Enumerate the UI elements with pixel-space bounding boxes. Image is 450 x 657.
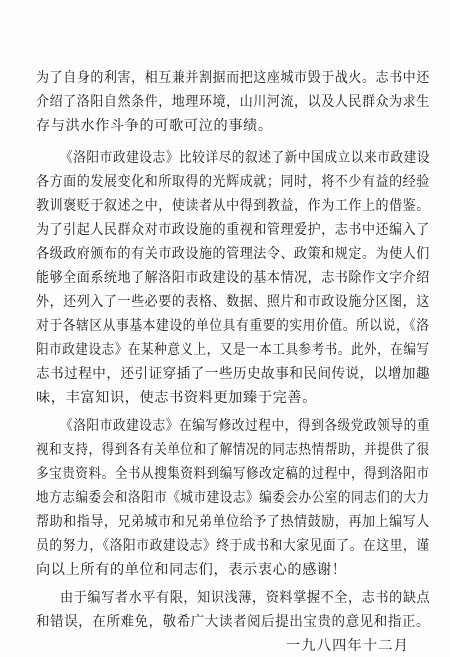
text-line: 地方志编委会和洛阳市《城市建设志》编委会办公室的同志们的大力 bbox=[36, 490, 430, 506]
text-line: 和错误，在所难免，敬希广大读者阅后提出宝贵的意见和指正。 bbox=[36, 614, 431, 630]
text-line: 员的努力，《洛阳市政建设志》终于成书和大家见面了。在这里，谨 bbox=[36, 538, 430, 554]
text-line: 存与洪水作斗争的可歌可泣的事绩。 bbox=[36, 118, 273, 134]
text-line: 阳市政建设志》在某种意义上，又是一本工具参考书。此外，在编写 bbox=[36, 342, 430, 358]
text-line: 为了引起人民群众对市政设施的重视和管理爱护，志书中还编入了 bbox=[36, 222, 430, 238]
text-line: 教训褒贬于叙述之中，使读者从中得到教益，作为工作上的借鉴。 bbox=[36, 198, 430, 214]
text-line: 各方面的发展变化和所取得的光辉成就；同时，将不少有益的经验 bbox=[36, 174, 430, 190]
text-line: 帮助和指导，兄弟城市和兄弟单位给予了热情鼓励，再加上编写人 bbox=[36, 514, 430, 530]
paragraph-first-line: 《洛阳市政建设志》在编写修改过程中，得到各级党政领导的重 bbox=[60, 418, 431, 434]
signature-date: 一九八四年十二月 bbox=[286, 638, 410, 654]
text-line: 多宝贵资料。全书从搜集资料到编写修改定稿的过程中，得到洛阳市 bbox=[36, 466, 430, 482]
text-line: 向以上所有的单位和同志们，表示衷心的感谢！ bbox=[36, 562, 347, 578]
text-line: 志书过程中，还引证穿插了一些历史故事和民间传说，以增加趣 bbox=[36, 366, 431, 382]
text-line: 外，还列入了一些必要的表格、数据、照片和市政设施分区图，这 bbox=[36, 294, 430, 310]
paragraph-first-line: 《洛阳市政建设志》比较详尽的叙述了新中国成立以来市政建设 bbox=[60, 150, 431, 166]
text-line: 视和支持，得到各有关单位和了解情况的同志热情帮助，并提供了很 bbox=[36, 442, 430, 458]
text-line: 能够全面系统地了解洛阳市政建设的基本情况，志书除作文字介绍 bbox=[36, 270, 430, 286]
text-line: 味，丰富知识，使志书资料更加臻于完善。 bbox=[36, 390, 317, 406]
text-line: 对于各辖区从事基本建设的单位具有重要的实用价值。所以说，《洛 bbox=[36, 318, 430, 334]
text-line: 为了自身的利害，相互兼并割据而把这座城市毁于战火。志书中还 bbox=[36, 70, 430, 86]
paragraph-first-line: 由于编写者水平有限，知识浅薄，资料掌握不全，志书的缺点 bbox=[60, 590, 431, 606]
text-line: 介绍了洛阳自然条件，地理环境，山川河流，以及人民群众为求生 bbox=[36, 94, 430, 110]
text-line: 各级政府颁布的有关市政设施的管理法令、政策和规定。为使人们 bbox=[36, 246, 430, 262]
